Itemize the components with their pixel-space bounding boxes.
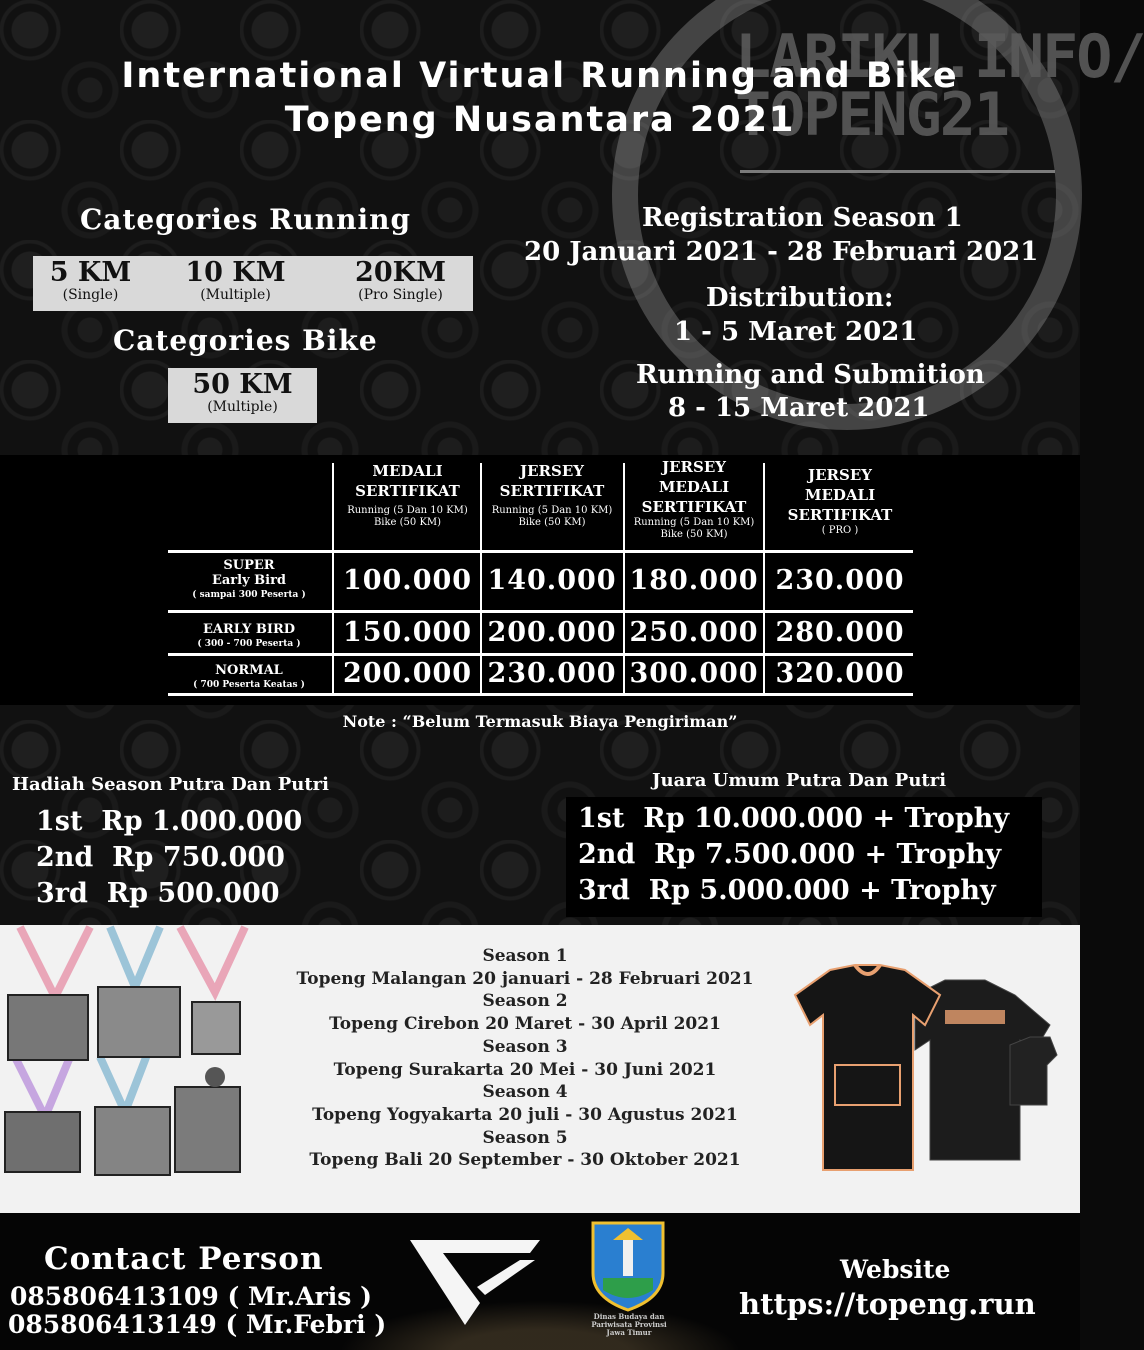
- event-logo: [405, 1225, 540, 1335]
- category-10km: [178, 259, 293, 303]
- header-line: JERSEY: [662, 458, 726, 476]
- header-jersey-sertifikat: [481, 461, 623, 529]
- price-cell: 320.000: [775, 658, 905, 689]
- season-detail: Topeng Malangan 20 januari - 28 Februari 2021: [296, 968, 754, 989]
- row-note: ( sampai 300 Peserta ): [192, 590, 306, 600]
- stamp-text: LARIKU.INFO/ TOPENG21: [735, 22, 1144, 150]
- header-line: SERTIFIKAT: [641, 498, 747, 516]
- seasons-list: [275, 945, 775, 1172]
- category-sub: (Multiple): [200, 287, 271, 303]
- header-note: Bike (50 KM): [660, 529, 728, 540]
- jatim-emblem: [583, 1218, 673, 1313]
- title-line-1: International Virtual Running and Bike: [121, 56, 959, 96]
- registration-dates: 20 Januari 2021 - 28 Februari 2021: [524, 237, 1039, 267]
- header-line: SERTIFIKAT: [355, 482, 460, 500]
- category-50km: [168, 371, 317, 415]
- price-cell: 230.000: [775, 565, 905, 596]
- season-label: Season 2: [482, 991, 568, 1012]
- category-sub: (Single): [62, 287, 119, 303]
- contact-title: Contact Person: [44, 1241, 324, 1277]
- header-note: Running (5 Dan 10 KM): [491, 505, 613, 516]
- season-prize-title: Hadiah Season Putra Dan Putri: [12, 774, 329, 795]
- medals-image: [0, 927, 270, 1187]
- header-line: MEDALI: [372, 462, 443, 480]
- running-categories-box: [33, 256, 473, 311]
- header-line: JERSEY: [520, 462, 584, 480]
- shipping-note: Note : “Belum Termasuk Biaya Pengiriman”: [342, 712, 738, 731]
- registration-label: Registration Season 1: [642, 203, 963, 233]
- table-divider: [168, 550, 913, 553]
- row-label-super-early-bird: [168, 558, 330, 603]
- contact-line: 085806413109 ( Mr.Aris ): [10, 1282, 372, 1311]
- jersey-image: [785, 955, 1065, 1185]
- header-note: Bike (50 KM): [518, 517, 586, 528]
- header-jersey-medali-sertifikat: [624, 457, 764, 541]
- price-cell: 150.000: [342, 617, 473, 648]
- contact-line: 085806413149 ( Mr.Febri ): [8, 1310, 387, 1339]
- header-medali-sertifikat: [335, 461, 480, 529]
- price-cell: 200.000: [487, 617, 617, 648]
- row-line: SUPER: [223, 558, 275, 573]
- header-note: Bike (50 KM): [373, 517, 442, 528]
- season-label: Season 5: [482, 1127, 568, 1148]
- footer: [0, 1213, 1080, 1350]
- header-note: ( PRO ): [821, 525, 859, 536]
- row-note: ( 300 - 700 Peserta ): [197, 639, 301, 649]
- general-prize-item: 2nd Rp 7.500.000 + Trophy: [578, 839, 1002, 870]
- header-jersey-medali-sertifikat-pro: [765, 465, 915, 537]
- dinas-text: Dinas Budaya dan Pariwisata Provinsi Jawa Timur: [591, 1312, 667, 1337]
- season-prize-item: 1st Rp 1.000.000: [36, 806, 303, 837]
- category-value: 20KM: [355, 257, 446, 288]
- running-label: Running and Submition: [636, 360, 985, 390]
- categories-running-label: Categories Running: [80, 203, 412, 236]
- header-line: SERTIFIKAT: [499, 482, 605, 500]
- general-prize-title: Juara Umum Putra Dan Putri: [652, 770, 947, 791]
- category-sub: (Multiple): [207, 399, 278, 415]
- seasons-section: [0, 925, 1080, 1213]
- general-prize-item: 3rd Rp 5.000.000 + Trophy: [578, 875, 996, 906]
- table-divider: [332, 463, 334, 693]
- season-prize-item: 3rd Rp 500.000: [36, 878, 280, 909]
- header-line: MEDALI: [804, 486, 876, 504]
- category-value: 5 KM: [49, 257, 132, 288]
- stamp-underline: [740, 170, 1055, 173]
- row-line: NORMAL: [215, 663, 283, 678]
- row-label-early-bird: [168, 622, 330, 652]
- row-line: EARLY BIRD: [202, 622, 296, 637]
- header-line: MEDALI: [658, 478, 730, 496]
- row-label-normal: [168, 663, 330, 693]
- price-cell: 250.000: [629, 617, 759, 648]
- price-cell: 230.000: [487, 658, 617, 689]
- price-table: [0, 455, 1080, 705]
- category-value: 50 KM: [192, 369, 293, 400]
- header-line: SERTIFIKAT: [787, 506, 893, 524]
- season-detail: Topeng Yogyakarta 20 juli - 30 Agustus 2021: [312, 1104, 738, 1125]
- title-line-2: Topeng Nusantara 2021: [284, 100, 796, 140]
- header-line: JERSEY: [808, 466, 872, 484]
- general-prize-item: 1st Rp 10.000.000 + Trophy: [578, 803, 1010, 834]
- season-label: Season 1: [482, 946, 568, 966]
- website-label: Website: [840, 1255, 951, 1284]
- price-cell: 200.000: [342, 658, 473, 689]
- season-detail: Topeng Surakarta 20 Mei - 30 Juni 2021: [333, 1059, 717, 1080]
- category-5km: [38, 259, 143, 303]
- header-note: Running (5 Dan 10 KM): [347, 505, 468, 516]
- price-cell: 300.000: [629, 658, 759, 689]
- price-cell: 100.000: [342, 565, 473, 596]
- season-detail: Topeng Cirebon 20 Maret - 30 April 2021: [329, 1014, 721, 1035]
- table-divider: [168, 693, 913, 696]
- season-prize-item: 2nd Rp 750.000: [36, 842, 285, 873]
- table-divider: [168, 610, 913, 613]
- distribution-dates: 1 - 5 Maret 2021: [674, 317, 918, 347]
- row-note: ( 700 Peserta Keatas ): [193, 680, 305, 690]
- website-url[interactable]: https://topeng.run: [739, 1287, 1036, 1321]
- category-value: 10 KM: [185, 257, 286, 288]
- bike-category-box: [168, 368, 317, 423]
- categories-bike-label: Categories Bike: [113, 324, 378, 357]
- category-sub: (Pro Single): [358, 287, 443, 303]
- season-label: Season 3: [482, 1036, 568, 1057]
- header-note: Running (5 Dan 10 KM): [633, 517, 755, 528]
- table-divider: [168, 653, 913, 656]
- price-cell: 280.000: [775, 617, 905, 648]
- running-dates: 8 - 15 Maret 2021: [668, 393, 930, 423]
- row-line: Early Bird: [211, 573, 287, 588]
- price-cell: 140.000: [487, 565, 617, 596]
- price-cell: 180.000: [629, 565, 759, 596]
- season-label: Season 4: [482, 1082, 568, 1103]
- category-20km: [338, 259, 463, 303]
- distribution-label: Distribution:: [706, 283, 894, 313]
- season-detail: Topeng Bali 20 September - 30 Oktober 2021: [309, 1150, 741, 1171]
